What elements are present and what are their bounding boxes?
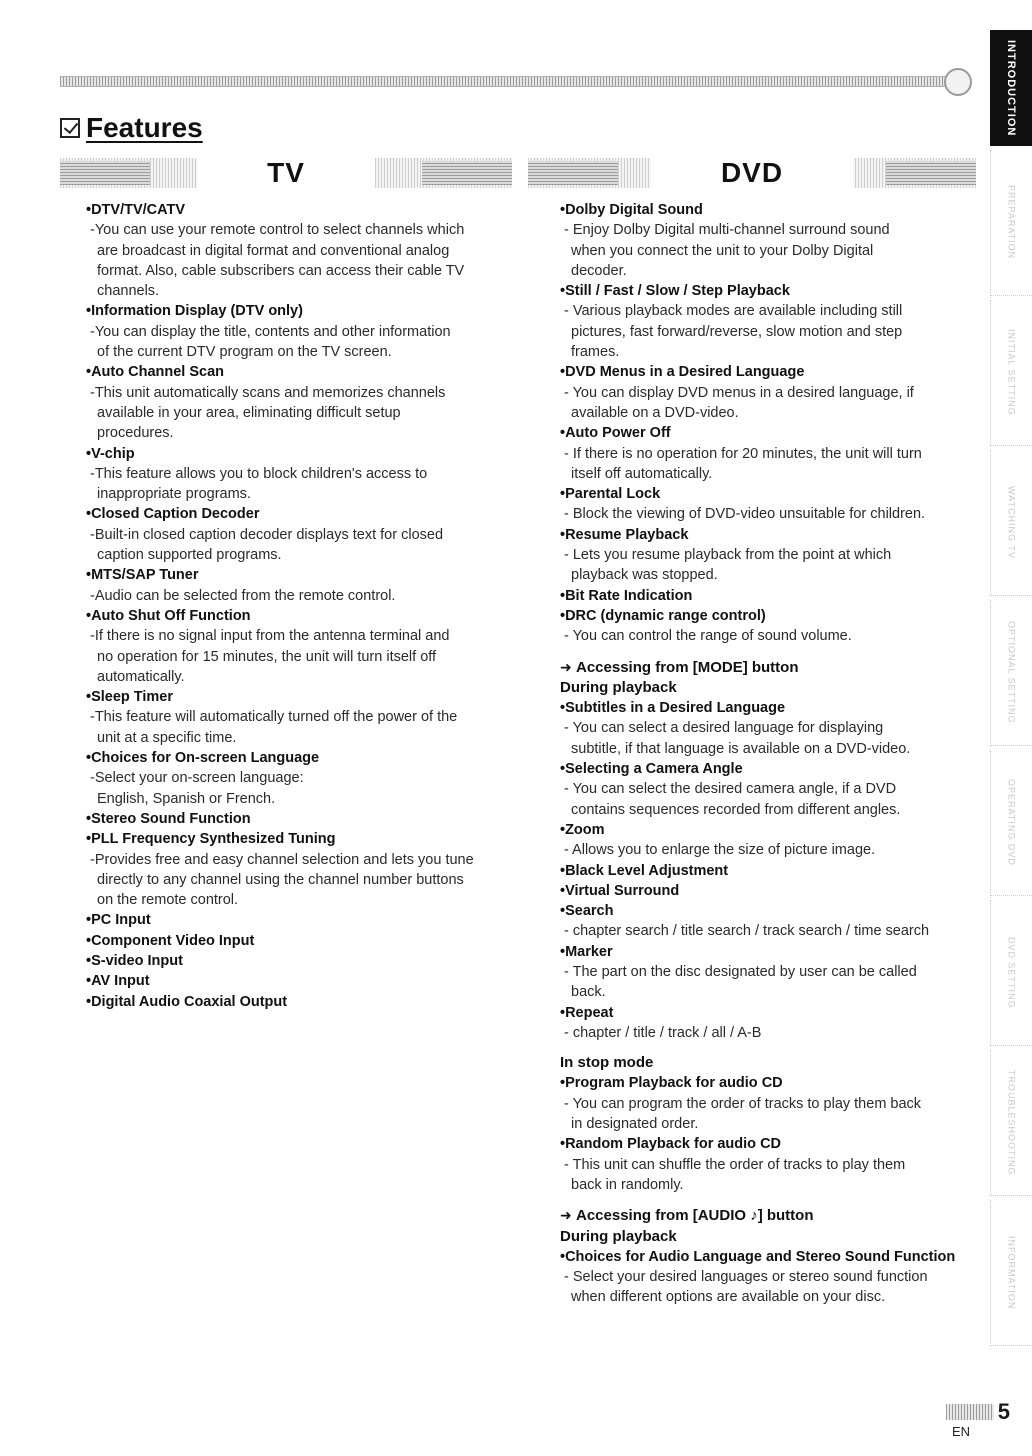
feature-description: decoder. [571, 262, 627, 279]
feature-description: - chapter / title / track / all / A-B [564, 1024, 762, 1041]
language-code: EN [952, 1424, 971, 1439]
feature-title: • DVD Menus in a Desired Language [560, 362, 980, 382]
feature-title: • Zoom [560, 820, 980, 840]
feature-description: - You can select a desired language for displaying [564, 720, 884, 737]
feature-title: • PC Input [86, 910, 516, 930]
checkbox-icon [60, 118, 80, 138]
feature-description: directly to any channel using the channel number buttons [97, 871, 464, 888]
chapter-tab: INITIAL SETTING [990, 300, 1032, 446]
feature-title: • AV Input [86, 971, 516, 991]
feature-description: pictures, fast forward/reverse, slow motion and step [571, 323, 903, 340]
feature-description: procedures. [97, 425, 174, 442]
feature-description: of the current DTV program on the TV screen. [97, 344, 392, 361]
page-number: 5 [930, 1400, 1010, 1424]
chapter-tabs [990, 30, 1032, 1410]
feature-description: back. [571, 984, 606, 1001]
dvd-heading: DVD [651, 158, 853, 188]
feature-title: • Bit Rate Indication [560, 586, 980, 606]
header-rule-end-circle [944, 68, 972, 96]
feature-description: - You can control the range of sound volume. [564, 628, 852, 645]
feature-title: • Information Display (DTV only) [86, 301, 516, 321]
section-title-text: Features [86, 112, 203, 143]
feature-title: • Sleep Timer [86, 687, 516, 707]
feature-description: frames. [571, 344, 620, 361]
feature-description: -Provides free and easy channel selection and lets you tune [90, 851, 474, 868]
chapter-tab: TROUBLESHOOTING [990, 1050, 1032, 1196]
header-rule [60, 76, 950, 87]
feature-description: subtitle, if that language is available on a DVD-video. [571, 740, 911, 757]
feature-title: • Subtitles in a Desired Language [560, 698, 980, 718]
feature-description: - Select your desired languages or stereo sound function [564, 1269, 928, 1286]
feature-description: -This feature allows you to block children's access to [90, 465, 428, 482]
tv-heading: TV [197, 158, 375, 188]
mode-section-sub: During playback [560, 678, 677, 696]
feature-title: • DTV/TV/CATV [86, 200, 516, 220]
feature-title: • Closed Caption Decoder [86, 504, 516, 524]
feature-description: -If there is no signal input from the antenna terminal and [90, 628, 450, 645]
chapter-tab: DVD SETTING [990, 900, 1032, 1046]
feature-description: - You can program the order of tracks to play them back [564, 1095, 922, 1112]
chapter-tab: WATCHING TV [990, 450, 1032, 596]
feature-description: -Audio can be selected from the remote control. [90, 587, 396, 604]
feature-description: available on a DVD-video. [571, 404, 739, 421]
feature-title: • Random Playback for audio CD [560, 1134, 980, 1154]
feature-description: available in your area, eliminating difficult setup [97, 404, 401, 421]
stop-mode-sub: In stop mode [560, 1054, 654, 1072]
feature-description: itself off automatically. [571, 465, 713, 482]
feature-description: - You can select the desired camera angle, if a DVD [564, 781, 897, 798]
feature-title: • Auto Channel Scan [86, 362, 516, 382]
feature-title: • Resume Playback [560, 525, 980, 545]
feature-description: channels. [97, 283, 160, 300]
feature-description: back in randomly. [571, 1176, 684, 1193]
feature-title: • S-video Input [86, 951, 516, 971]
feature-description: -This feature will automatically turned off the power of the [90, 709, 458, 726]
feature-description: automatically. [97, 668, 185, 685]
feature-title: • PLL Frequency Synthesized Tuning [86, 829, 516, 849]
feature-title: • Repeat [560, 1003, 980, 1023]
tv-feature-list [86, 200, 516, 1012]
feature-description: on the remote control. [97, 892, 239, 909]
feature-description: English, Spanish or French. [97, 790, 276, 807]
feature-title: • Parental Lock [560, 484, 980, 504]
feature-description: -You can display the title, contents and other information [90, 323, 451, 340]
section-title [60, 110, 203, 146]
arrow-right-icon: ➜ [560, 1207, 572, 1224]
chapter-tab: PREPARATION [990, 150, 1032, 296]
feature-title: • Still / Fast / Slow / Step Playback [560, 281, 980, 301]
feature-description: caption supported programs. [97, 547, 282, 564]
audio-section-heading: ➜ Accessing from [AUDIO ♪] button [560, 1207, 814, 1225]
feature-description: inappropriate programs. [97, 486, 251, 503]
feature-description: contains sequences recorded from different angles. [571, 801, 901, 818]
feature-title: • Auto Shut Off Function [86, 606, 516, 626]
feature-title: • Choices for Audio Language and Stereo Sound Function [560, 1247, 980, 1267]
feature-title: • Black Level Adjustment [560, 861, 980, 881]
dvd-feature-list [560, 200, 980, 1308]
feature-description: - If there is no operation for 20 minutes, the unit will turn [564, 445, 922, 462]
feature-description: format. Also, cable subscribers can access their cable TV [97, 262, 465, 279]
chapter-tab: OPTIONAL SETTING [990, 600, 1032, 746]
chapter-tab: INFORMATION [990, 1200, 1032, 1346]
feature-title: • Selecting a Camera Angle [560, 759, 980, 779]
feature-description: are broadcast in digital format and conventional analog [97, 242, 450, 259]
feature-description: -Built-in closed caption decoder displays text for closed [90, 526, 444, 543]
feature-description: -This unit automatically scans and memorizes channels [90, 384, 446, 401]
feature-description: when you connect the unit to your Dolby Digital [571, 242, 874, 259]
feature-title: • Choices for On-screen Language [86, 748, 516, 768]
feature-description: - Various playback modes are available including still [564, 303, 903, 320]
feature-title: • MTS/SAP Tuner [86, 565, 516, 585]
feature-title: • DRC (dynamic range control) [560, 606, 980, 626]
feature-description: playback was stopped. [571, 567, 718, 584]
feature-title: • Marker [560, 942, 980, 962]
feature-description: -You can use your remote control to select channels which [90, 222, 465, 239]
tv-banner [60, 158, 512, 188]
feature-description: no operation for 15 minutes, the unit will turn itself off [97, 648, 437, 665]
feature-title: • Auto Power Off [560, 423, 980, 443]
feature-description: - Lets you resume playback from the point at which [564, 547, 892, 564]
feature-description: in designated order. [571, 1116, 699, 1133]
arrow-right-icon: ➜ [560, 658, 572, 675]
feature-title: • Digital Audio Coaxial Output [86, 992, 516, 1012]
feature-title: • Component Video Input [86, 931, 516, 951]
chapter-tab: INTRODUCTION [990, 30, 1032, 146]
feature-description: when different options are available on your disc. [571, 1289, 886, 1306]
feature-description: - You can display DVD menus in a desired language, if [564, 384, 914, 401]
feature-description: unit at a specific time. [97, 729, 237, 746]
feature-title: • Program Playback for audio CD [560, 1073, 980, 1093]
feature-title: • V-chip [86, 444, 516, 464]
feature-description: - Enjoy Dolby Digital multi-channel surround sound [564, 222, 890, 239]
feature-description: - This unit can shuffle the order of tracks to play them [564, 1156, 906, 1173]
feature-title: • Dolby Digital Sound [560, 200, 980, 220]
feature-title: • Search [560, 901, 980, 921]
feature-description: -Select your on-screen language: [90, 770, 304, 787]
audio-section-sub: During playback [560, 1227, 677, 1245]
feature-description: - Block the viewing of DVD-video unsuitable for children. [564, 506, 926, 523]
feature-description: - The part on the disc designated by user can be called [564, 963, 917, 980]
chapter-tab: OPERATING DVD [990, 750, 1032, 896]
feature-description: - Allows you to enlarge the size of picture image. [564, 842, 876, 859]
feature-title: • Stereo Sound Function [86, 809, 516, 829]
mode-section-heading: ➜ Accessing from [MODE] button [560, 658, 799, 676]
feature-title: • Virtual Surround [560, 881, 980, 901]
feature-description: - chapter search / title search / track search / time search [564, 923, 930, 940]
dvd-banner [528, 158, 976, 188]
